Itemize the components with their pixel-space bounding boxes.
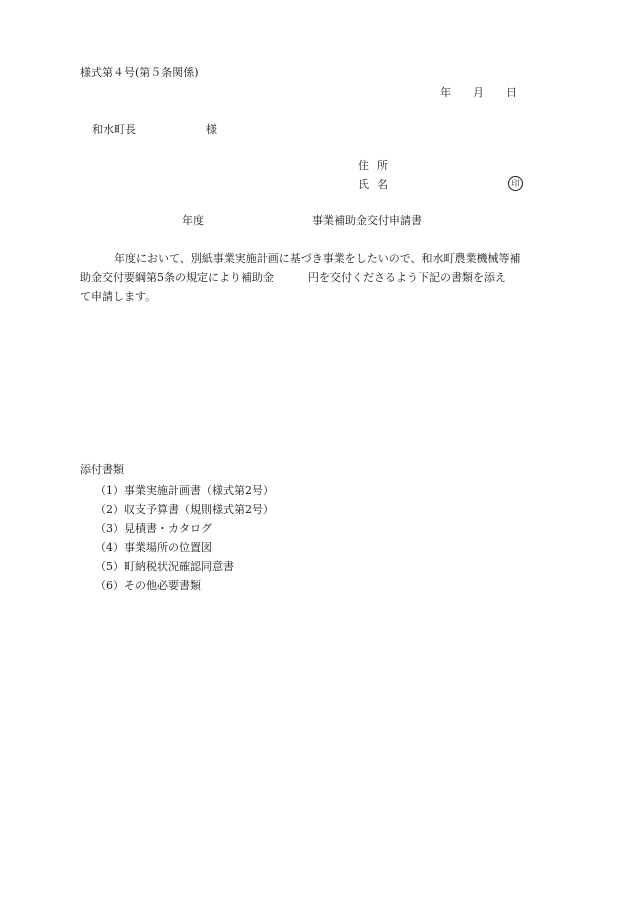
attachments-list (95, 481, 274, 595)
body-line-2-part-b: 円を交付くださるよう下記の書類を添え (308, 271, 506, 284)
addressee (92, 123, 217, 137)
title-document-name: 事業補助金交付申請書 (312, 214, 422, 227)
date-year-label: 年 (440, 86, 451, 99)
list-item: （6）その他必要書類 (95, 579, 201, 592)
list-item: （3）見積書・カタログ (95, 522, 212, 535)
address-label-char1: 住 (358, 159, 369, 172)
date-line (440, 86, 517, 100)
date-month-label: 月 (473, 86, 484, 99)
list-item: （1）事業実施計画書（様式第2号） (95, 484, 274, 497)
applicant-name-label (358, 178, 388, 192)
list-item: （4）事業場所の位置図 (95, 541, 212, 554)
body-line-1-text: 年度において、別紙事業実施計画に基づき事業をしたいので、和水町農業機械等補 (114, 252, 521, 265)
document-title (182, 214, 422, 228)
list-item: （5）町納税状況確認同意書 (95, 560, 234, 573)
name-label-char1: 氏 (358, 178, 369, 191)
body-line-1 (80, 249, 550, 268)
list-item: （2）収支予算書（規則様式第2号） (95, 503, 274, 516)
attachments-heading: 添付書類 (80, 463, 124, 476)
addressee-honorific: 様 (206, 123, 217, 136)
date-day-label: 日 (506, 86, 517, 99)
form-number: 様式第４号(第５条関係) (80, 66, 199, 79)
applicant-address-label (358, 159, 388, 173)
addressee-name: 和水町長 (92, 123, 136, 136)
address-label-char2: 所 (377, 159, 388, 172)
body-line-3: て申請します。 (80, 290, 157, 303)
name-label-char2: 名 (377, 178, 388, 191)
seal-mark-icon: 印 (508, 176, 523, 191)
body-line-2 (80, 268, 550, 287)
title-year-label: 年度 (182, 214, 204, 227)
body-line-2-part-a: 助金交付要綱第5条の規定により補助金 (80, 271, 274, 284)
application-body (80, 249, 550, 306)
